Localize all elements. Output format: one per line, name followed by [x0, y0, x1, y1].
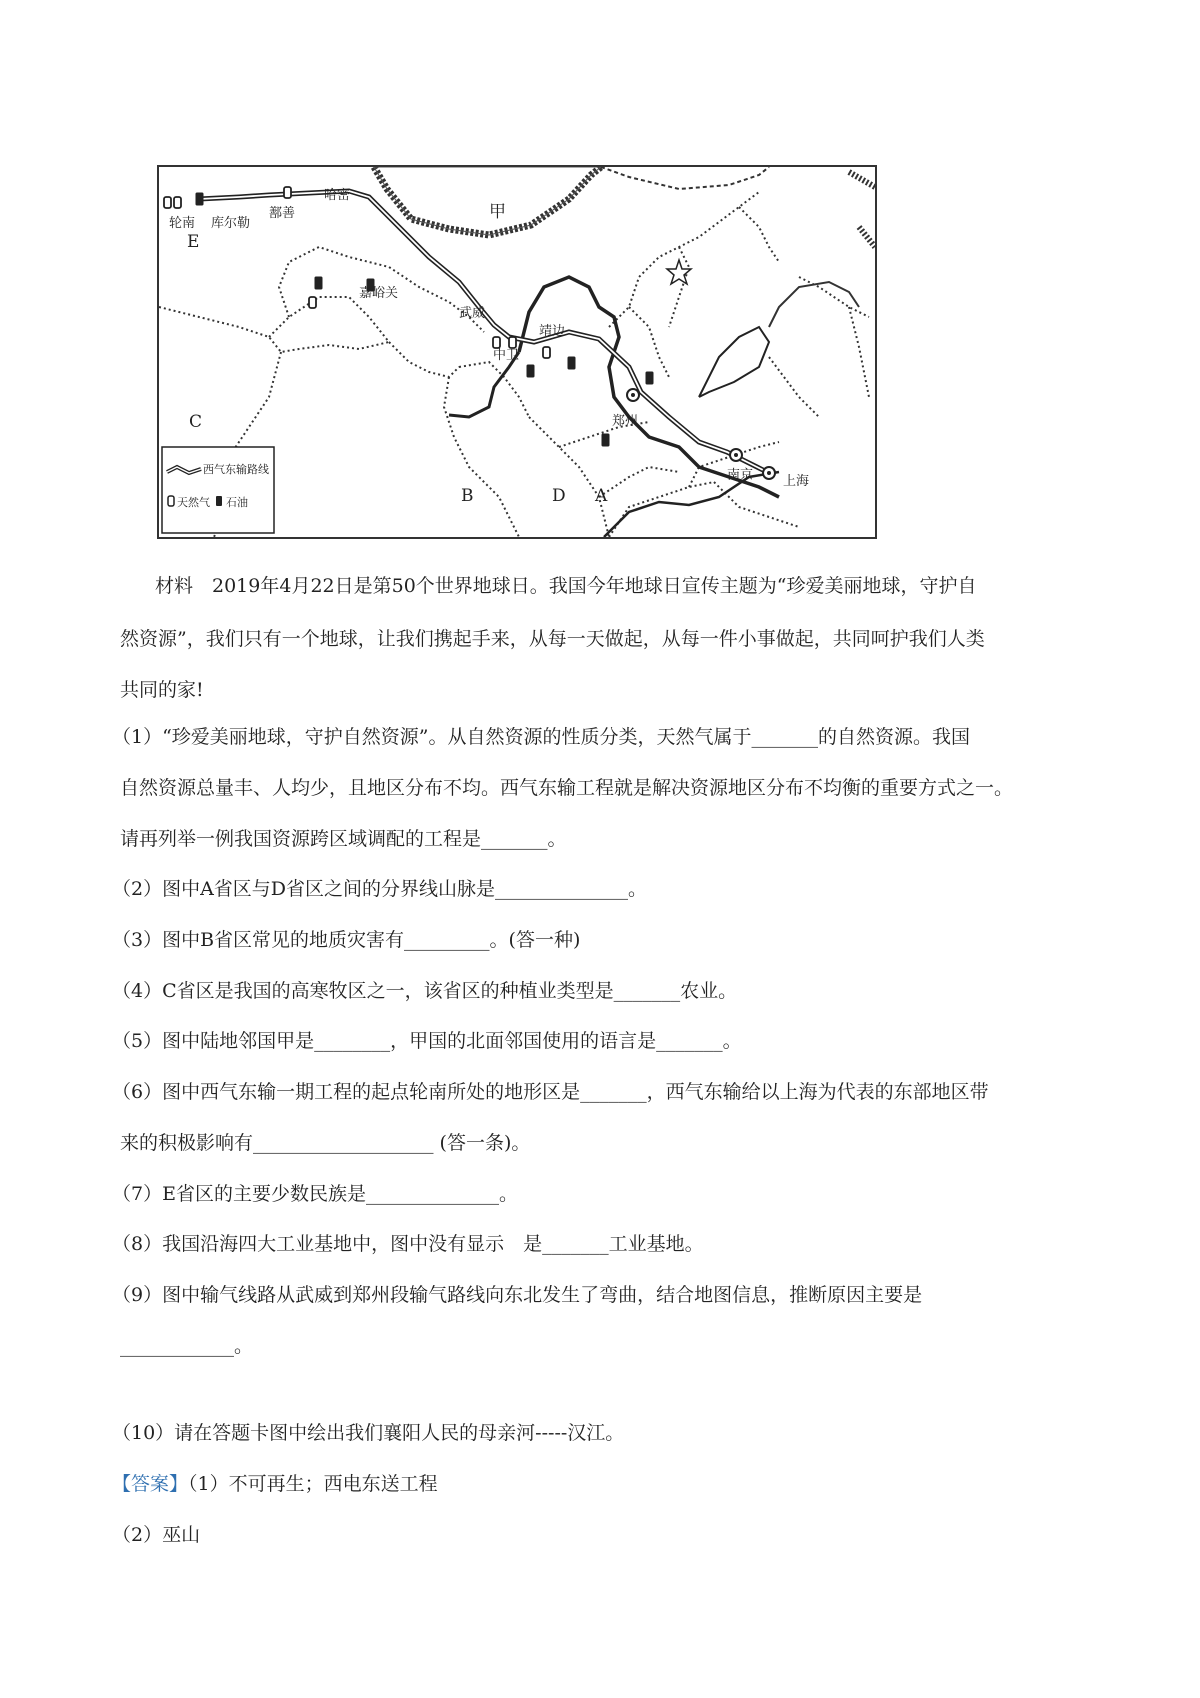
- label-wuwei: 武威: [459, 306, 486, 321]
- region-A: A: [595, 486, 608, 506]
- region-E: E: [187, 232, 200, 252]
- river-outline: [519, 277, 779, 497]
- region-D: D: [552, 486, 566, 506]
- question-7: （7）E省区的主要少数民族是______________。: [112, 1183, 518, 1205]
- answer-1: （1）不可再生；西电东送工程: [188, 1473, 438, 1495]
- question-2: （2）图中A省区与D省区之间的分界线山脉是______________。: [112, 878, 648, 900]
- question-9-line-1: （9）图中输气线路从武威到郑州段输气路线向东北发生了弯曲，结合地图信息，推断原因主要是: [112, 1284, 923, 1306]
- oil-field-icons: [196, 193, 653, 446]
- question-8: （8）我国沿海四大工业基地中，图中没有显示 是_______工业基地。: [112, 1233, 704, 1255]
- question-5: （5）图中陆地邻国甲是________，甲国的北面邻国使用的语言是_______。: [112, 1030, 742, 1052]
- material-line-1: 材料 2019年4月22日是第50个世界地球日。我国今年地球日宣传主题为“珍爱美丽地球，守护自: [155, 575, 977, 597]
- label-jiayuguan: 嘉峪关: [359, 286, 399, 301]
- capital-star-icon: [667, 260, 691, 284]
- question-6-line-1: （6）图中西气东输一期工程的起点轮南所处的地形区是_______，西气东输给以上海为代表的东部地区带: [112, 1081, 989, 1103]
- label-zhongwei: 中卫: [493, 348, 520, 363]
- map-legend: [162, 447, 274, 533]
- label-nanjing: 南京: [727, 468, 754, 483]
- question-1-line-3: 请再列举一例我国资源跨区域调配的工程是_______。: [120, 828, 567, 850]
- label-kuerle: 库尔勒: [211, 216, 251, 231]
- legend-pipeline: 西气东输路线: [203, 463, 269, 476]
- label-hami: 哈密: [324, 188, 351, 203]
- question-1-line-1: （1）“珍爱美丽地球，守护自然资源”。从自然资源的性质分类，天然气属于_______的自然资源。我国: [112, 726, 971, 748]
- question-3: （3）图中B省区常见的地质灾害有_________。(答一种): [112, 929, 581, 951]
- question-9-line-2: ____________。: [120, 1335, 254, 1357]
- answer-2: （2）巫山: [112, 1524, 201, 1546]
- region-C: C: [189, 412, 203, 432]
- label-lunnan: 轮南: [169, 216, 196, 231]
- label-jingbian: 靖边: [539, 324, 566, 339]
- answer-line-1: [112, 1470, 1172, 1498]
- map-figure: [157, 165, 877, 539]
- legend-gas-icon: [168, 496, 174, 506]
- material-line-3: 共同的家!: [120, 679, 204, 701]
- answer-tag: 【答案】: [112, 1473, 189, 1495]
- legend-oil: 石油: [226, 496, 248, 509]
- label-shanshan: 鄯善: [269, 206, 296, 221]
- question-1-line-2: 自然资源总量丰、人均少，且地区分布不均。西气东输工程就是解决资源地区分布不均衡的重要方式之一。: [120, 777, 1014, 799]
- region-B: B: [461, 486, 474, 506]
- label-zhengzhou: 郑州: [612, 414, 639, 429]
- legend-gas: 天然气: [177, 496, 210, 509]
- question-4: （4）C省区是我国的高寒牧区之一，该省区的种植业类型是_______农业。: [112, 980, 738, 1002]
- legend-oil-icon: [216, 496, 222, 506]
- label-shanghai: 上海: [783, 474, 810, 489]
- question-6-line-2: 来的积极影响有___________________ (答一条)。: [120, 1132, 531, 1154]
- region-jia: 甲: [489, 202, 506, 222]
- question-10: （10）请在答题卡图中绘出我们襄阳人民的母亲河-----汉江。: [112, 1422, 625, 1444]
- material-line-2: 然资源”，我们只有一个地球，让我们携起手来，从每一天做起，从每一件小事做起，共同呵护我们人类: [120, 628, 985, 650]
- pipeline-map: [159, 167, 875, 537]
